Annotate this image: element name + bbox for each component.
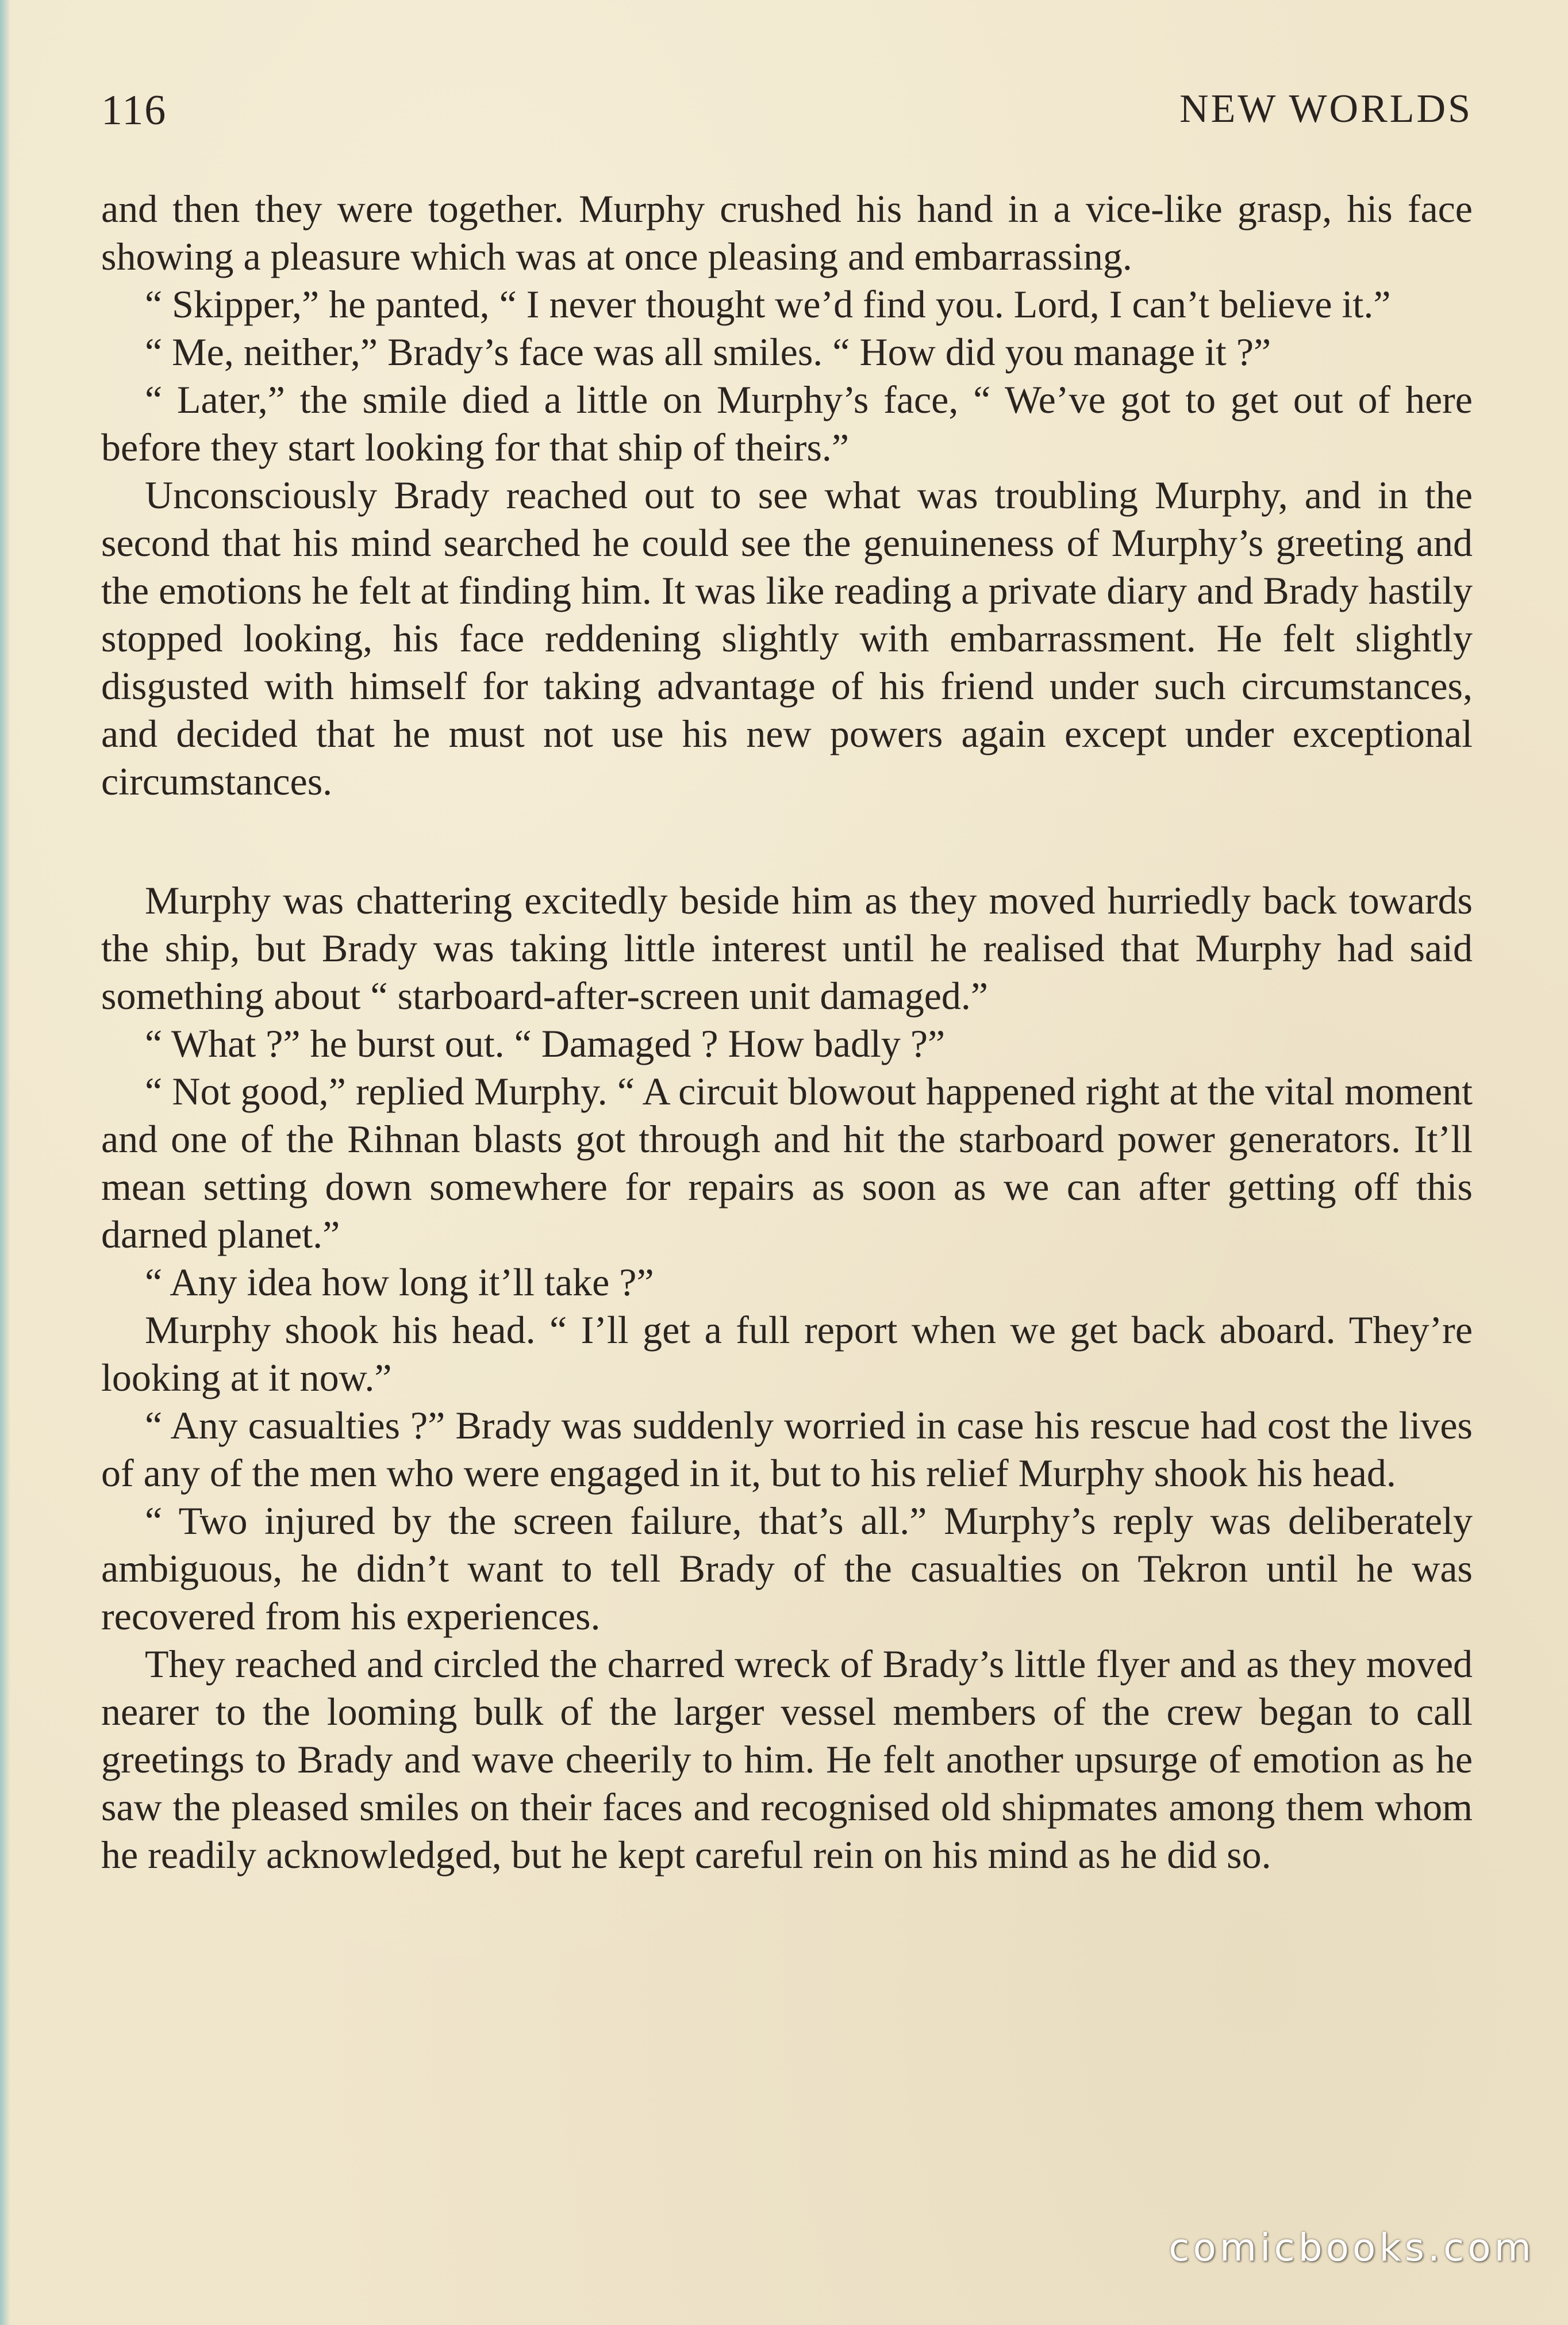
paragraph: “ What ?” he burst out. “ Damaged ? How badly ?” xyxy=(145,1022,946,1065)
page-header xyxy=(101,86,1473,149)
paragraph: “ Any casualties ?” Brady was suddenly worried in case his rescue had cost the lives of any of the men who were engaged in it, but to his relief Murphy shook his head. xyxy=(101,1403,1473,1495)
section-break xyxy=(101,805,1473,877)
paragraph: Unconsciously Brady reached out to see what was troubling Murphy, and in the second that his mind searched he could see the genuineness of Murphy’s greeting and the emotions he felt at finding him. It was like reading a private diary and Brady hastily stopped looking, his face reddening slightly with embarrassment. He felt slightly disgusted with himself for taking advantage of his friend under such circumstances, and decided that he must not use his new powers again except under exceptional circumstances. xyxy=(101,473,1473,803)
paragraph: They reached and circled the charred wreck of Brady’s little flyer and as they moved nearer to the looming bulk of the larger vessel members of the crew began to call greetings to Brady and wave cheerily to him. He felt another upsurge of emotion as he saw the pleased smiles on their faces and recognised old shipmates among them whom he readily acknowledged, but he kept careful rein on his mind as he did so. xyxy=(101,1642,1473,1877)
paragraph: “ Later,” the smile died a little on Murphy’s face, “ We’ve got to get out of here before they start looking for that ship of theirs.” xyxy=(101,378,1473,469)
paragraph: Murphy shook his head. “ I’ll get a full report when we get back aboard. They’re looking at it now.” xyxy=(101,1308,1473,1399)
watermark: comicbooks.com xyxy=(1169,2226,1535,2270)
body-text xyxy=(101,185,1473,1879)
paragraph: Murphy was chattering excitedly beside him as they moved hurriedly back towards the ship, but Brady was taking little interest until he realised that Murphy had said something about “ starboard-after-screen unit damaged.” xyxy=(101,878,1473,1018)
paragraph: and then they were together. Murphy crushed his hand in a vice-like grasp, his face showing a pleasure which was at once pleasing and embarrassing. xyxy=(101,187,1473,278)
paragraph: “ Not good,” replied Murphy. “ A circuit blowout happened right at the vital moment and one of the Rihnan blasts got through and hit the starboard power generators. It’ll mean setting down somewhere for repairs as soon as we can after getting off this darned planet.” xyxy=(101,1069,1473,1256)
paragraph: “ Any idea how long it’ll take ?” xyxy=(145,1260,654,1304)
running-head: NEW WORLDS xyxy=(1179,87,1473,131)
paragraph: “ Me, neither,” Brady’s face was all smiles. “ How did you manage it ?” xyxy=(145,330,1271,374)
page-edge xyxy=(0,0,10,2325)
page-number: 116 xyxy=(101,87,167,134)
paragraph: “ Skipper,” he panted, “ I never thought we’d find you. Lord, I can’t believe it.” xyxy=(145,282,1391,326)
paragraph: “ Two injured by the screen failure, that’s all.” Murphy’s reply was deliberately ambiguous, he didn’t want to tell Brady of the casualties on Tekron until he was recovered from his experiences. xyxy=(101,1499,1473,1638)
